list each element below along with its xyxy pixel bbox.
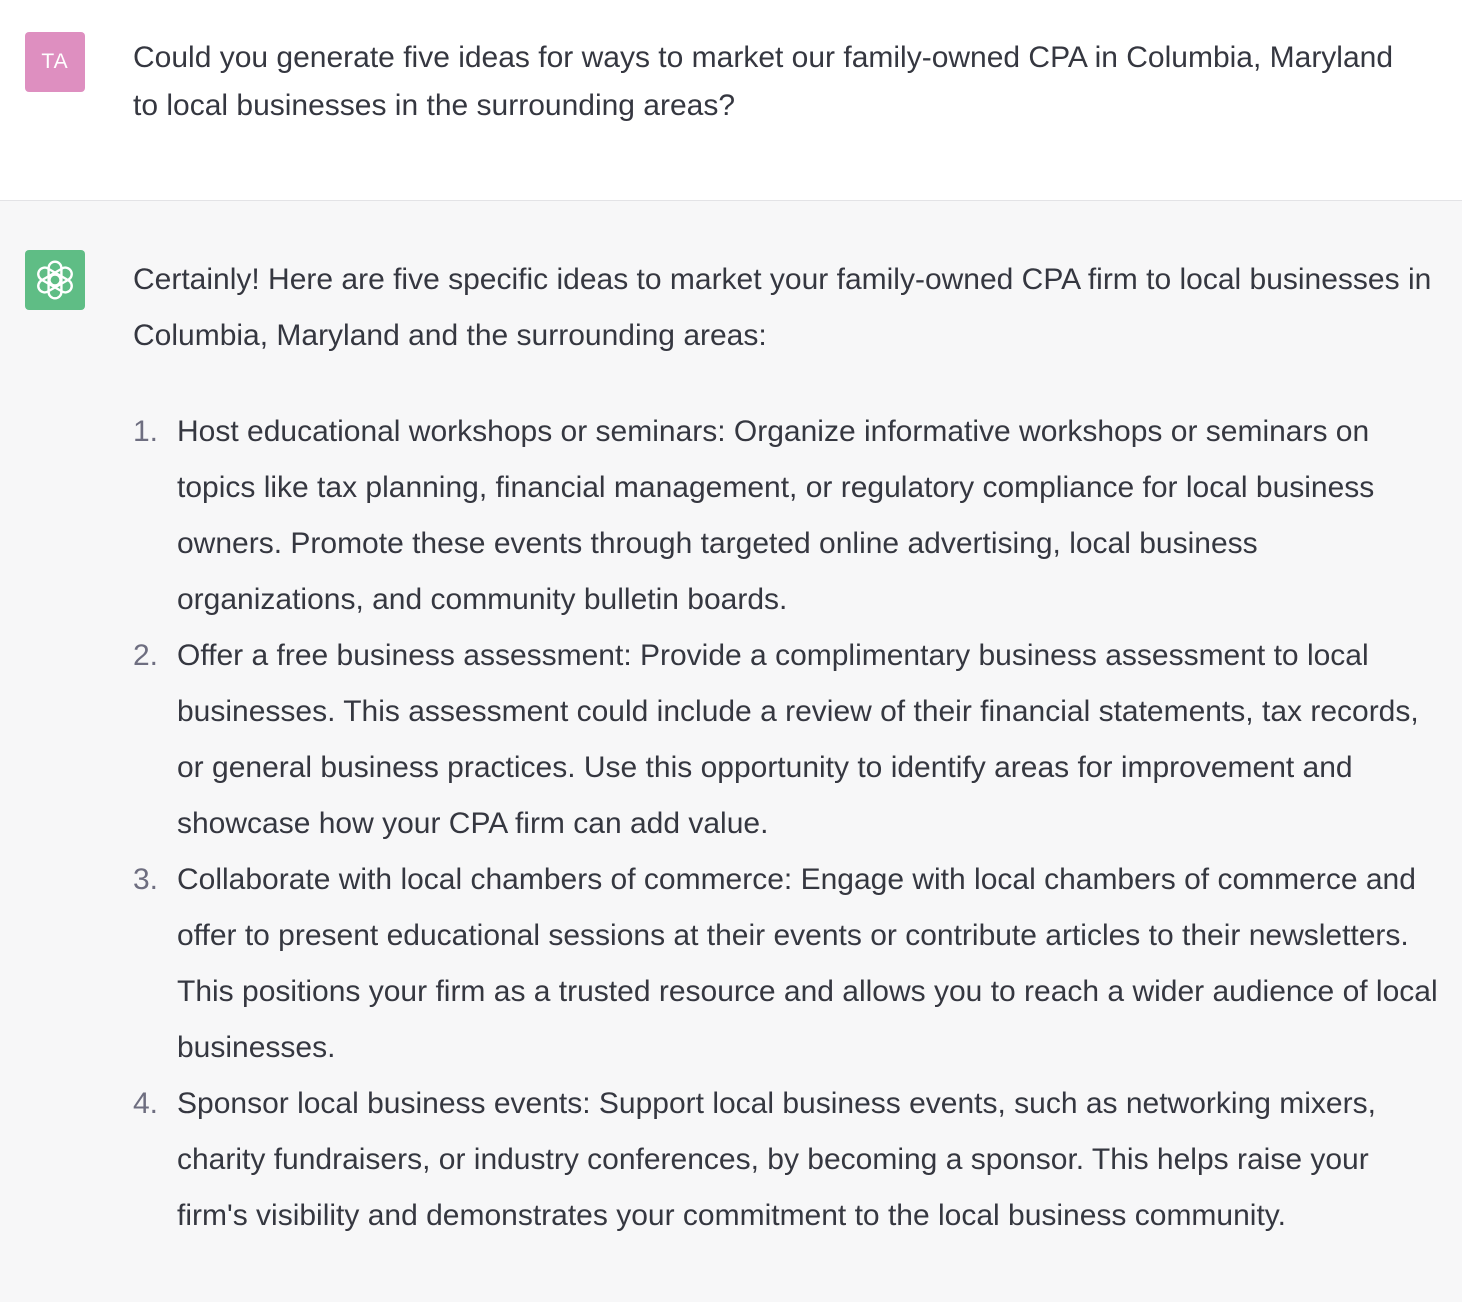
user-avatar-initials: TA (41, 50, 69, 73)
idea-number: 3. (133, 863, 159, 896)
idea-item-2 (133, 628, 1443, 852)
idea-item-4 (133, 1076, 1443, 1244)
idea-list (133, 404, 1443, 1244)
idea-number: 1. (133, 415, 159, 448)
assistant-intro-text: Certainly! Here are five specific ideas to market your family-owned CPA firm to local businesses in Columbia, Maryland and the surrounding areas: (133, 263, 1432, 352)
idea-text: Collaborate with local chambers of commerce: Engage with local chambers of commerce and offer to present educational sessions at their events or contribute articles to their newsletters. This positions your firm as a trusted resource and allows you to reach a wider audience of local businesses. (177, 863, 1438, 1064)
assistant-avatar (25, 250, 85, 310)
idea-number: 2. (133, 639, 159, 672)
idea-item-1 (133, 404, 1443, 628)
idea-text: Sponsor local business events: Support local business events, such as networking mixers, charity fundraisers, or industry conferences, by becoming a sponsor. This helps raise your firm's visibility and demonstrates your commitment to the local business community. (177, 1087, 1376, 1232)
user-message-row (0, 0, 1462, 201)
idea-number: 4. (133, 1087, 159, 1120)
idea-item-3 (133, 852, 1443, 1076)
user-message-text: Could you generate five ideas for ways to market our family-owned CPA in Columbia, Maryland to local businesses in the surrounding areas? (133, 41, 1394, 122)
user-avatar (25, 32, 85, 92)
assistant-message-row (0, 202, 1462, 1302)
idea-text: Offer a free business assessment: Provide a complimentary business assessment to local businesses. This assessment could include a review of their financial statements, tax records, or general business practices. Use this opportunity to identify areas for improvement and showcase how your CPA firm can add value. (177, 639, 1419, 840)
idea-text: Host educational workshops or seminars: Organize informative workshops or seminars on topics like tax planning, financial management, or regulatory compliance for local business owners. Promote these events through targeted online advertising, local business organizations, and community bulletin boards. (177, 415, 1375, 616)
openai-logo-icon (33, 258, 77, 302)
assistant-message-body (133, 252, 1443, 1244)
